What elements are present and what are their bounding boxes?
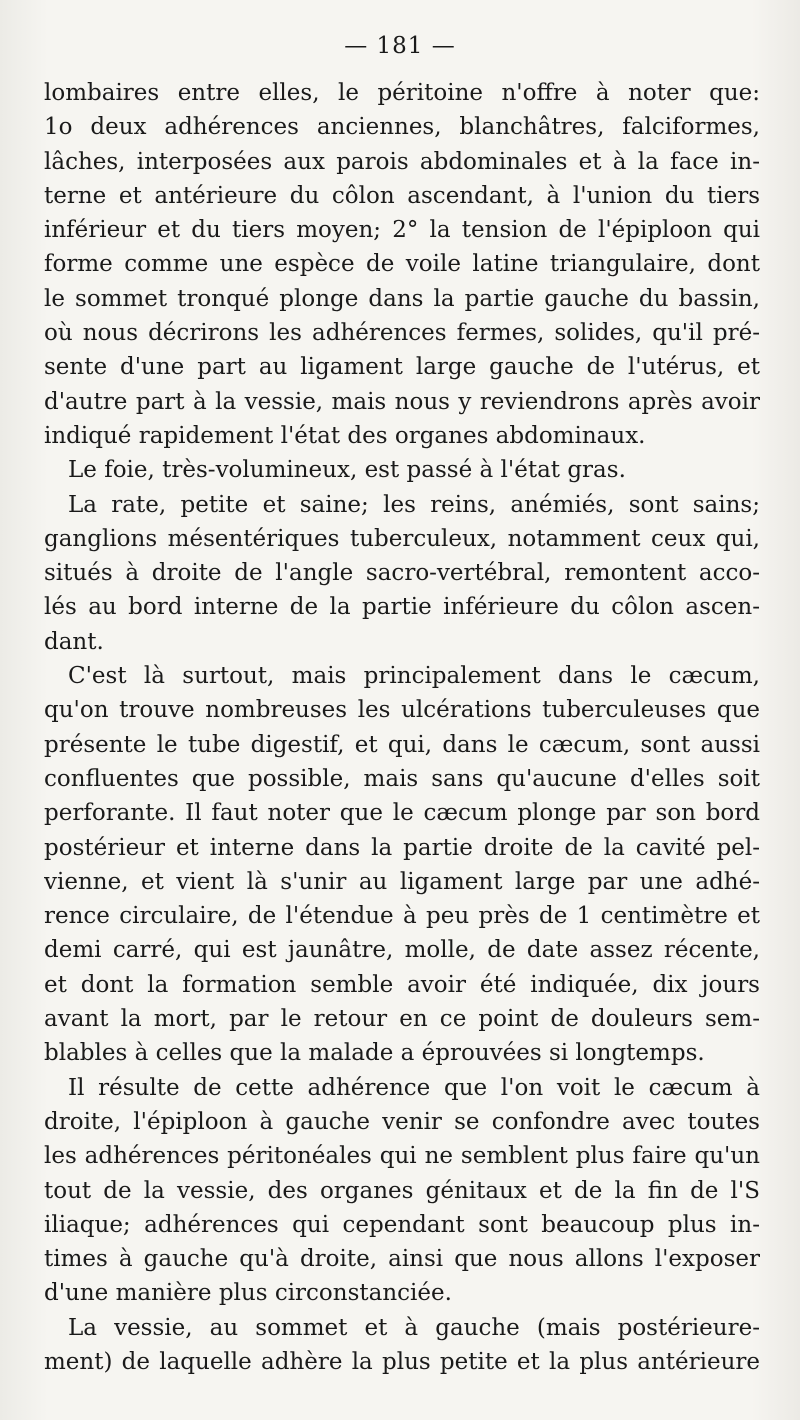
text-line: La vessie, au sommet et à gauche (mais postérieure- [68,1314,760,1341]
text-line: présente le tube digestif, et qui, dans le cæcum, sont aussi [44,731,760,758]
body-text [44,76,760,1379]
text-line: d'une manière plus circonstanciée. [44,1280,452,1307]
text-line: lombaires entre elles, le péritoine n'offre à noter que: [44,80,760,106]
text-line: dant. [44,628,104,655]
text-line: tout de la vessie, des organes génitaux et de la fin de l'S [44,1177,760,1204]
text-line: blables à celles que la malade a éprouvées si longtemps. [44,1040,705,1067]
text-line: terne et antérieure du côlon ascendant, à l'union du tiers [44,182,760,209]
text-line: les adhérences péritonéales qui ne semblent plus faire qu'un [44,1143,760,1170]
text-line: sente d'une part au ligament large gauche de l'utérus, et [44,354,760,381]
text-line: avant la mort, par le retour en ce point de douleurs sem- [44,1006,760,1033]
text-line: perforante. Il faut noter que le cæcum plonge par son bord [44,800,760,827]
text-line: demi carré, qui est jaunâtre, molle, de date assez récente, [44,937,760,964]
text-line: iliaque; adhérences qui cependant sont beaucoup plus in- [44,1211,760,1238]
text-line: Il résulte de cette adhérence que l'on voit le cæcum à [68,1074,760,1101]
text-line: qu'on trouve nombreuses les ulcérations tuberculeuses que [44,697,760,724]
text-line: d'autre part à la vessie, mais nous y reviendrons après avoir [44,388,760,415]
text-line: forme comme une espèce de voile latine triangulaire, dont [44,251,760,278]
text-line: times à gauche qu'à droite, ainsi que nous allons l'exposer [44,1246,760,1273]
text-line: vienne, et vient là s'unir au ligament large par une adhé- [44,868,760,895]
text-line: rence circulaire, de l'étendue à peu près de 1 centimètre et [44,903,760,930]
text-line: ment) de laquelle adhère la plus petite et la plus antérieure [44,1348,760,1375]
text-line: lés au bord interne de la partie inférieure du côlon ascen- [44,594,760,621]
text-line: et dont la formation semble avoir été indiquée, dix jours [44,971,760,998]
text-line: droite, l'épiploon à gauche venir se confondre avec toutes [44,1108,760,1135]
text-line: indiqué rapidement l'état des organes abdominaux. [44,422,646,449]
text-line: 1o deux adhérences anciennes, blanchâtres, falciformes, [44,114,760,141]
text-line: où nous décrirons les adhérences fermes, solides, qu'il pré- [44,320,760,347]
text-line: inférieur et du tiers moyen; 2° la tension de l'épiploon qui [44,217,760,244]
text-line: confluentes que possible, mais sans qu'aucune d'elles soit [44,765,760,792]
text-line: C'est là surtout, mais principalement dans le cæcum, [68,663,760,690]
text-line: situés à droite de l'angle sacro-vertébral, remontent acco- [44,560,760,587]
text-line: Le foie, très-volumineux, est passé à l'état gras. [68,457,626,484]
text-line: postérieur et interne dans la partie droite de la cavité pel- [44,834,760,861]
text-line: La rate, petite et saine; les reins, anémiés, sont sains; [68,491,760,518]
text-line: lâches, interposées aux parois abdominales et à la face in- [44,148,760,175]
text-line: ganglions mésentériques tuberculeux, notamment ceux qui, [44,525,760,552]
text-line: le sommet tronqué plonge dans la partie gauche du bassin, [44,285,760,312]
page-number: — 181 — [344,33,456,59]
